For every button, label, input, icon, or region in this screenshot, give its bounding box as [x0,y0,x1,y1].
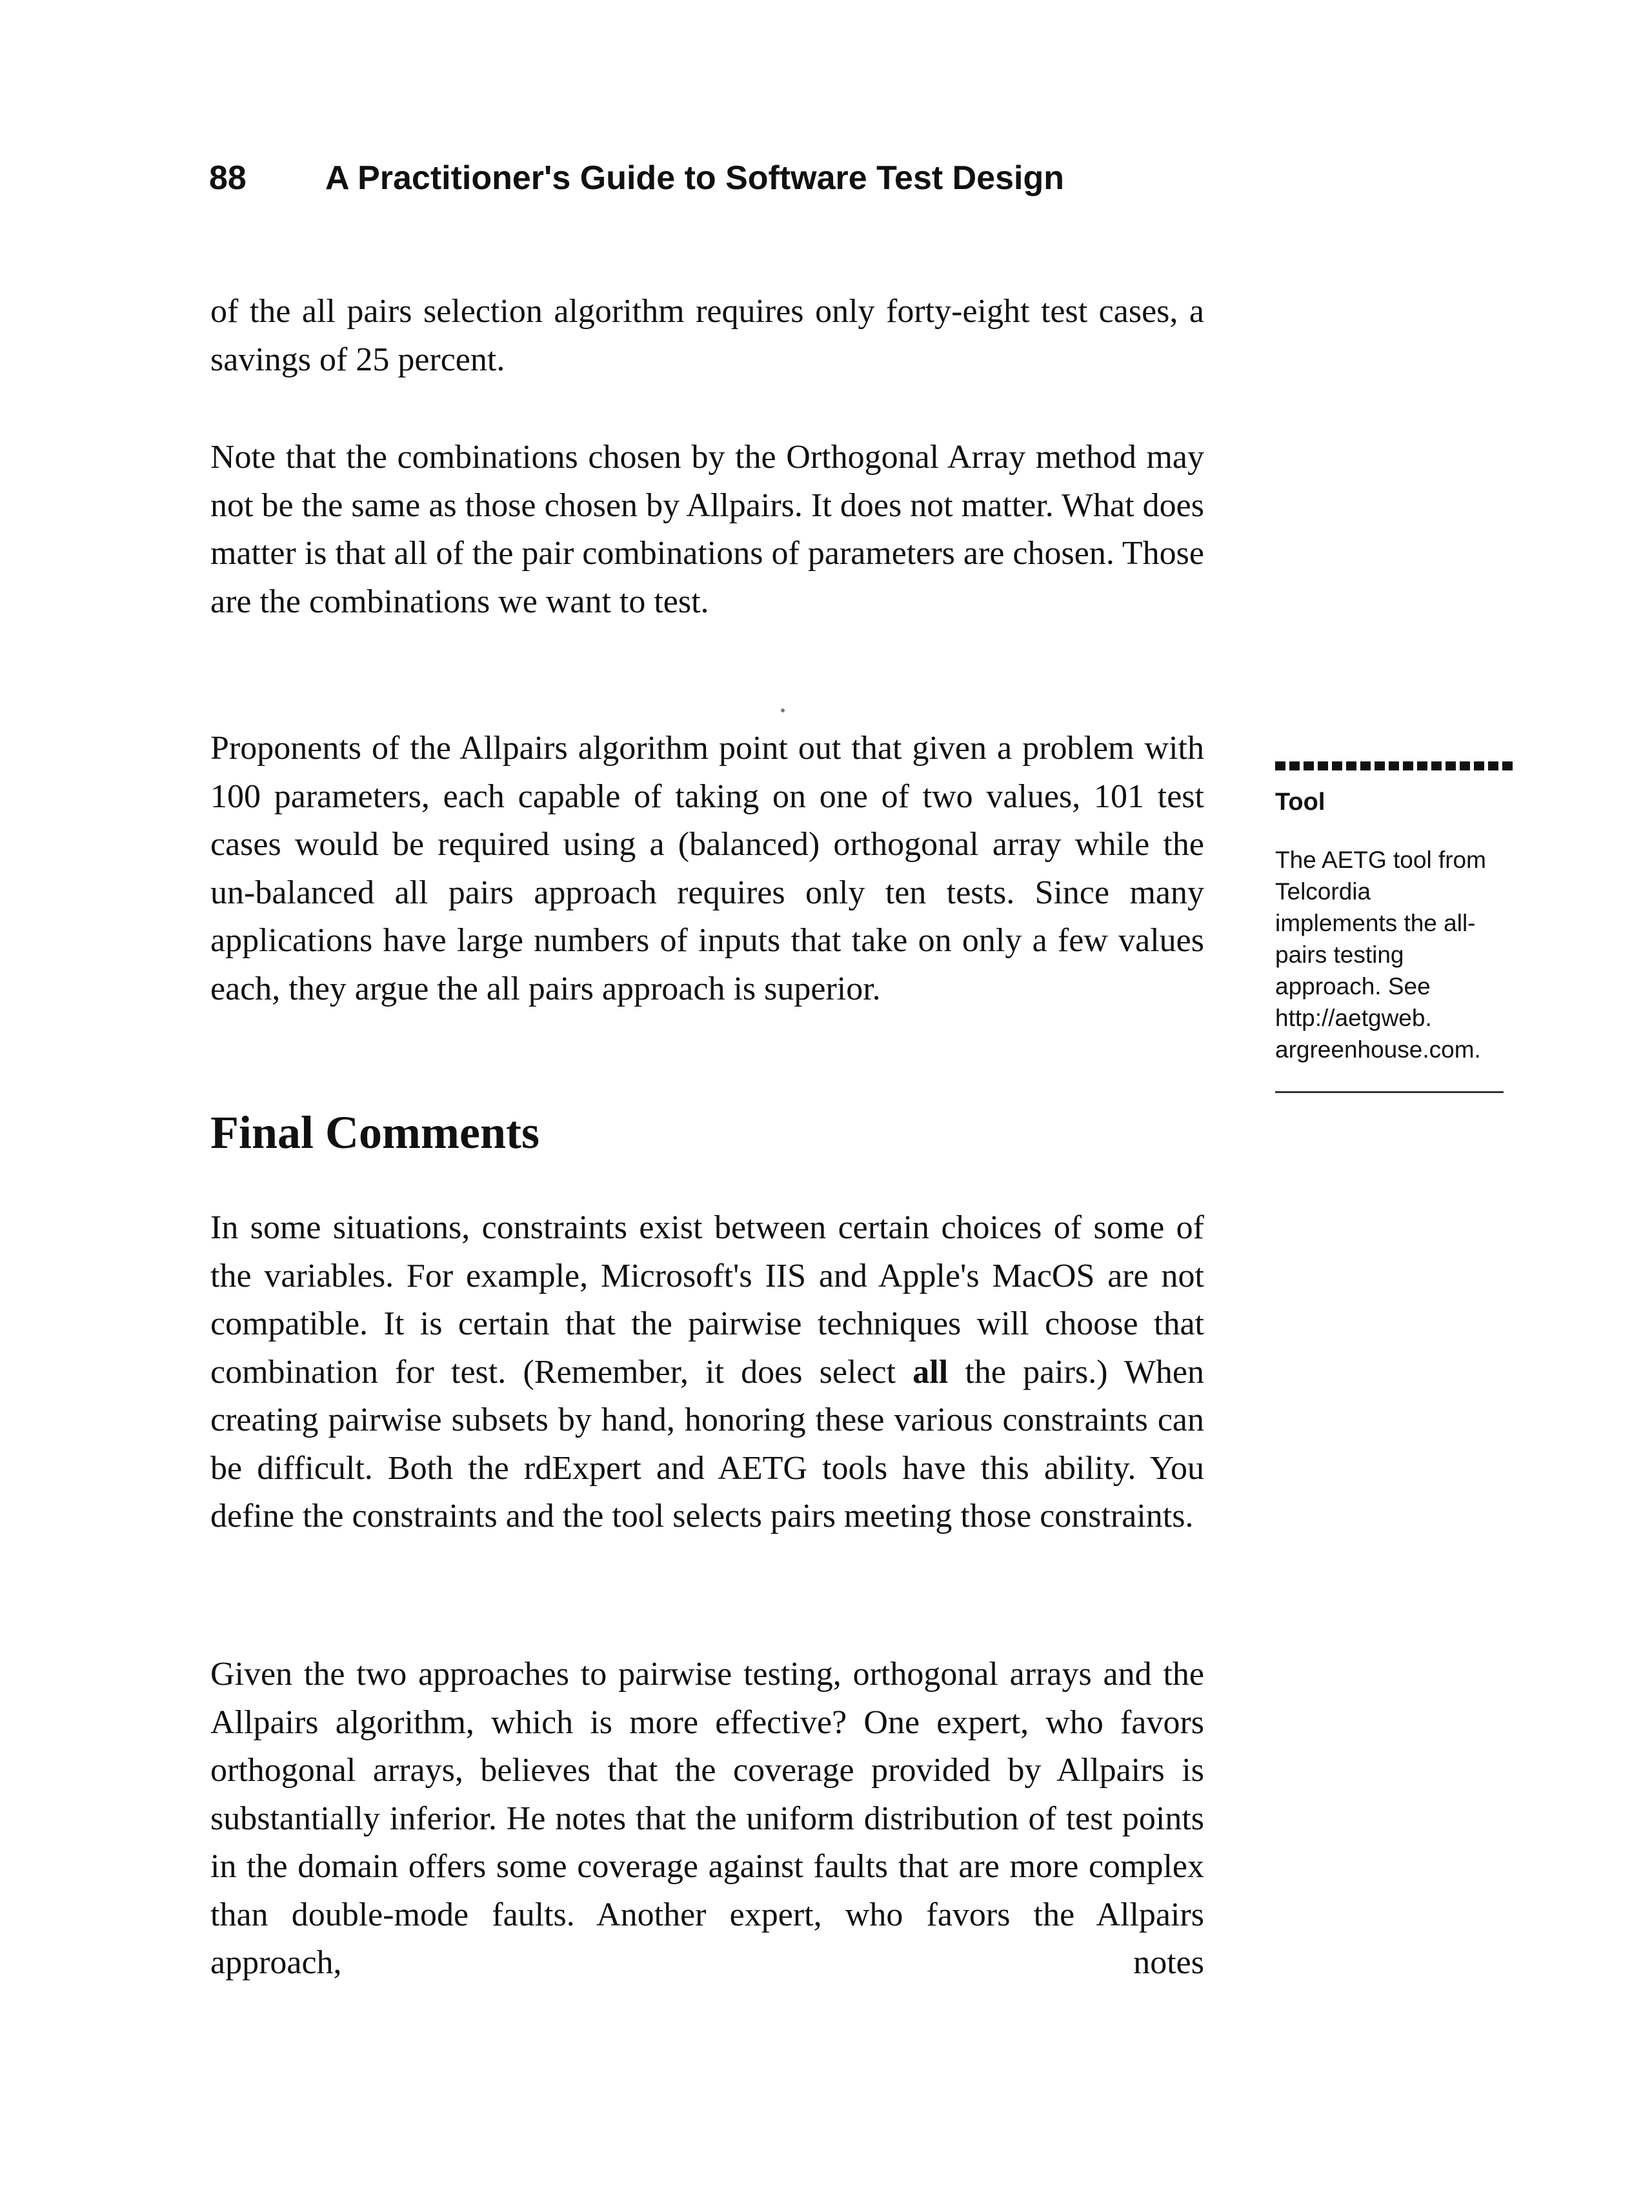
margin-note-top-rule [1275,761,1516,770]
paragraph-2: Note that the combinations chosen by the Orthogonal Array method may not be the same as those chosen by Allpairs. It does not matter. What does matter is that all of the pair combinations of parameters are chosen. Those are the combinations we want to test. [210,439,1204,620]
margin-note-line: pairs testing [1275,941,1404,968]
margin-note-link[interactable]: argreenhouse.com. [1275,1036,1481,1063]
margin-note-link[interactable]: http://aetgweb. [1275,1005,1432,1031]
margin-note [1275,761,1520,1093]
paragraph-proponents [210,725,1204,1013]
paragraph-5: Given the two approaches to pairwise testing, orthogonal arrays and the Allpairs algorithm, which is more effective? One expert, who favors orthogonal arrays, believes that the coverage provided by Allpairs is substantially inferior. He notes that the uniform distribution of test points in the domain offers some coverage against faults that are more complex than double-mode faults. Another expert, who favors the Allpairs approach, notes [210,1656,1204,1981]
paragraph-4-text-b: the pairs.) When creating pairwise subsets by hand, honoring these various constraints can be difficult. Both the rdExpert and AETG tools have this ability. You define the constraints and the tool selects pairs meeting those constraints. [210,1353,1204,1534]
margin-note-line: implements the all- [1275,910,1476,936]
section-heading: Final Comments [210,1107,539,1158]
margin-note-line: approach. See [1275,973,1431,1000]
page-number: 88 [209,159,247,197]
book-title: A Practitioner's Guide to Software Test Design [325,159,1065,197]
margin-note-line: The AETG tool from [1275,847,1486,873]
paragraph-orthogonal-array [210,434,1204,626]
paragraph-3: Proponents of the Allpairs algorithm point out that given a problem with 100 parameters, each capable of taking on one of two values, 101 test cases would be required using a (balanced) orthogonal array while the un-balanced all pairs approach requires only ten tests. Since many applications have large numbers of inputs that take on only a few values each, they argue the all pairs approach is superior. [210,730,1204,1007]
scan-speck [781,709,785,712]
margin-note-line: Telcordia [1275,878,1371,905]
emphasis-all: all [912,1353,949,1391]
paragraph-1: of the all pairs selection algorithm requires only forty-eight test cases, a savings of 25 percent. [210,293,1204,378]
paragraph-constraints [210,1204,1204,1541]
paragraph-effectiveness [210,1651,1204,1987]
paragraph-4 [210,1204,1204,1541]
margin-note-text [1275,844,1520,1065]
running-head [209,157,1064,199]
margin-note-bottom-rule [1275,1091,1504,1093]
paragraph-4-text-a: In some situations, constraints exist between certain choices of some of the variables. For example, Microsoft's IIS and Apple's MacOS are not compatible. It is certain that the pairwise techniques will choose that combination for test. (Remember, it does select [210,1209,1204,1391]
margin-note-title: Tool [1275,789,1325,816]
paragraph-continuation [210,288,1204,384]
